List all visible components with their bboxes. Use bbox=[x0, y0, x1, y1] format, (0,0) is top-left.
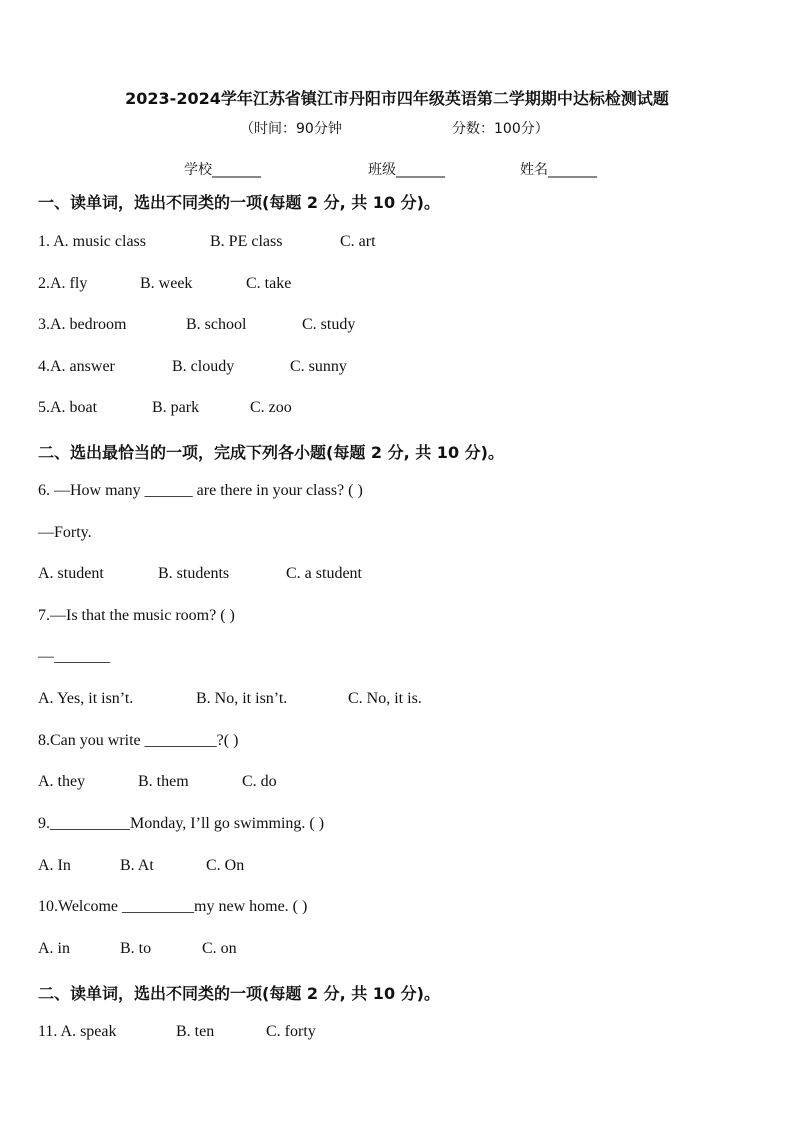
question-8-stem: 8.Can you write _________?( ) bbox=[38, 732, 239, 749]
question-9-option-b: B. At bbox=[120, 857, 154, 874]
question-8-option-b: B. them bbox=[138, 773, 189, 790]
question-4-option-b: B. cloudy bbox=[172, 358, 235, 375]
question-3-option-a: 3.A. bedroom bbox=[38, 316, 127, 333]
question-11-option-b: B. ten bbox=[176, 1023, 215, 1040]
question-8-option-a: A. they bbox=[38, 773, 86, 790]
question-7-stem: 7.—Is that the music room? ( ) bbox=[38, 607, 235, 624]
section-heading-2: 二、选出最恰当的一项，完成下列各小题(每题 2 分, 共 10 分)。 bbox=[38, 443, 504, 462]
question-10-option-c: C. on bbox=[202, 940, 237, 957]
question-5-option-b: B. park bbox=[152, 399, 200, 416]
question-9-option-a: A. In bbox=[38, 857, 71, 874]
question-6-option-c: C. a student bbox=[286, 565, 362, 582]
question-10-option-a: A. in bbox=[38, 940, 70, 957]
question-7-option-c: C. No, it is. bbox=[348, 690, 422, 707]
question-2-option-a: 2.A. fly bbox=[38, 275, 88, 292]
exam-score: 分数：100分） bbox=[452, 121, 549, 137]
question-2-option-b: B. week bbox=[140, 275, 193, 292]
question-7-option-a: A. Yes, it isn’t. bbox=[38, 690, 134, 707]
question-1-option-c: C. art bbox=[340, 233, 376, 250]
question-2-option-c: C. take bbox=[246, 275, 292, 292]
question-4-option-a: 4.A. answer bbox=[38, 358, 115, 375]
question-5-option-a: 5.A. boat bbox=[38, 399, 98, 416]
question-1-option-b: B. PE class bbox=[210, 233, 283, 250]
question-6-option-b: B. students bbox=[158, 565, 230, 582]
question-6-option-a: A. student bbox=[38, 565, 104, 582]
question-7-reply: —_______ bbox=[38, 648, 110, 665]
question-6-stem: 6. —How many ______ are there in your class? ( ) bbox=[38, 482, 363, 499]
section-heading-3: 二、读单词，选出不同类的一项(每题 2 分, 共 10 分)。 bbox=[38, 984, 440, 1003]
school-field: 学校_______ bbox=[184, 162, 261, 178]
question-4-option-c: C. sunny bbox=[290, 358, 347, 375]
question-5-option-c: C. zoo bbox=[250, 399, 292, 416]
question-3-option-b: B. school bbox=[186, 316, 247, 333]
question-9-option-c: C. On bbox=[206, 857, 245, 874]
question-3-option-c: C. study bbox=[302, 316, 356, 333]
name-field: 姓名_______ bbox=[520, 162, 597, 178]
exam-time: （时间：90分钟 bbox=[240, 121, 342, 137]
question-9-stem: 9.__________Monday, I’ll go swimming. ( ) bbox=[38, 815, 325, 832]
section-heading-1: 一、读单词，选出不同类的一项(每题 2 分, 共 10 分)。 bbox=[38, 193, 440, 212]
question-1-option-a: 1. A. music class bbox=[38, 233, 146, 250]
question-8-option-c: C. do bbox=[242, 773, 277, 790]
question-11-option-a: 11. A. speak bbox=[38, 1023, 117, 1040]
question-10-stem: 10.Welcome _________my new home. ( ) bbox=[38, 898, 308, 915]
question-6-reply: —Forty. bbox=[38, 524, 92, 541]
exam-title: 2023-2024学年江苏省镇江市丹阳市四年级英语第二学期期中达标检测试题 bbox=[125, 89, 669, 108]
question-10-option-b: B. to bbox=[120, 940, 152, 957]
class-field: 班级_______ bbox=[368, 162, 445, 178]
question-11-option-c: C. forty bbox=[266, 1023, 316, 1040]
question-7-option-b: B. No, it isn’t. bbox=[196, 690, 288, 707]
